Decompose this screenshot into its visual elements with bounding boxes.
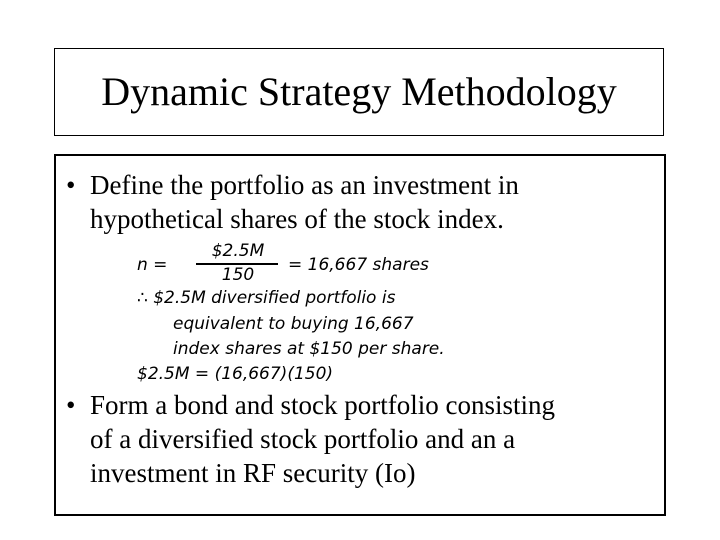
formula-numerator: $2.5M xyxy=(211,241,265,261)
slide-title: Dynamic Strategy Methodology xyxy=(101,69,617,114)
formula-denominator: 150 xyxy=(221,265,255,285)
bullet-2-line-3: investment in RF security (Io) xyxy=(90,458,416,488)
title-box xyxy=(54,48,664,136)
formula-line-3: equivalent to buying 16,667 xyxy=(173,314,414,334)
bullet-2-marker: • xyxy=(66,390,76,420)
bullet-2-line-1: Form a bond and stock portfolio consisting xyxy=(90,390,555,420)
formula-line-4: index shares at $150 per share. xyxy=(173,339,445,359)
bullet-1-line-1: Define the portfolio as an investment in xyxy=(90,170,519,200)
bullet-2 xyxy=(66,388,656,496)
formula-line-5: $2.5M = (16,667)(150) xyxy=(137,364,334,384)
bullet-1-line-2: hypothetical shares of the stock index. xyxy=(90,204,504,234)
content-box xyxy=(54,154,666,516)
formula-n-equals: n = xyxy=(137,255,168,275)
formula-line-2: ∴ $2.5M diversified portfolio is xyxy=(137,288,396,308)
formula-result: = 16,667 shares xyxy=(288,255,429,275)
bullet-2-line-2: of a diversified stock portfolio and an a xyxy=(90,424,516,454)
bullet-1-marker: • xyxy=(66,170,76,200)
